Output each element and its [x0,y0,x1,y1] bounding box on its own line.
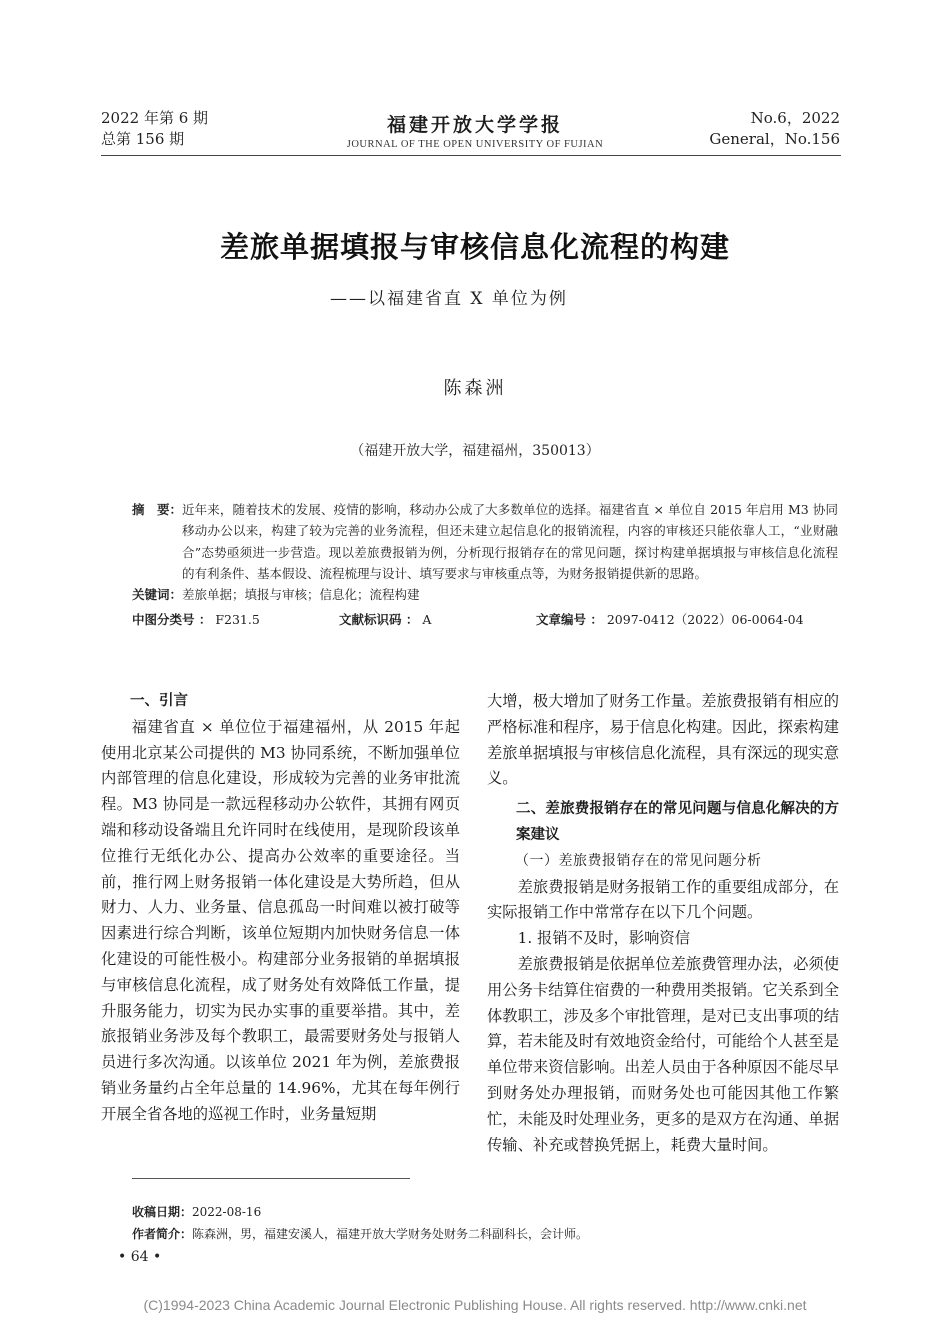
keywords-text: 差旅单据；填报与审核；信息化；流程构建 [182,587,420,603]
page-number: • 64 • [118,1249,162,1265]
problem-item-1-paragraph: 差旅费报销是依据单位差旅费管理办法，必须使用公务卡结算住宿费的一种费用类报销。它关系到全体教职工，涉及多个审批管理，是对已支出事项的结算，若未能及时有效地资金给付，可能给个人甚至是单位带来资信影响。出差人员由于各种原因不能尽早到财务处办理报销，而财务处也可能因其他工作繁忙，未能及时处理业务，更多的是双方在沟通、单据传输、补充或替换凭据上，耗费大量时间。 [487,954,839,1154]
header-divider [101,155,841,156]
keywords-label: 关键词： [132,587,183,603]
author-bio-line [132,1223,588,1245]
clc-value: F231.5 [215,612,260,628]
body-right-column [487,689,839,1158]
doc-code-value: A [422,612,432,628]
footnote-section [132,1201,588,1245]
intro-paragraph: 福建省直 × 单位位于福建福州，从 2015 年起使用北京某公司提供的 M3 协同系统，不断加强单位内部管理的信息化建设，形成较为完善的业务审批流程。M3 协同是一款远程移动办公软件，其拥有网页端和移动设备端且允许同时在线使用，是现阶段该单位推行无纸化办公、提高办公效率的重要途径。当前，推行网上财务报销一体化建设是大势所趋，但从财力、人力、业务量、信息孤岛一时间难以被打破等因素进行综合判断，该单位短期内加快财务信息一体化建设的可能性极小。构建部分业务报销的单据填报与审核信息化流程，成了财务处有效降低工作量，提升服务能力，切实为民办实事的重要举措。其中，差旅报销业务涉及每个教职工，最需要财务处与报销人员进行多次沟通。以该单位 2021 年为例，差旅费报销业务量约占全年总量的 14.96%，尤其在每年例行开展全省各地的巡视工作时，业务量短期 [101,717,460,1123]
abstract-text: 近年来，随着技术的发展、疫情的影响，移动办公成了大多数单位的选择。福建省直 × 单位自 2015 年启用 M3 协同移动办公以来，构建了较为完善的业务流程，但还未建立起信息化的报销流程，内容的审核还只能依靠人工，“业财融合”态势亟须进一步营造。现以差旅费报销为例，分析现行报销存在的常见问题，探讨构建单据填报与审核信息化流程的有利条件、基本假设、流程梳理与设计、填写要求与审核重点等，为财务报销提供新的思路。 [182,502,838,581]
section-heading-problems: 二、差旅费报销存在的常见问题与信息化解决的方案建议 [516,801,839,843]
classification-line [132,609,838,630]
abstract-section [132,499,838,631]
header-issue-en [709,108,840,150]
journal-title-cn: 福建开放大学学报 [386,114,563,136]
article-no-label: 文章编号 ： [536,612,603,628]
intro-paragraph-continued: 大增，极大增加了财务工作量。差旅费报销有相应的严格标准和程序，易于信息化构建。因此，探索构建差旅单据填报与审核信息化流程，具有深远的现实意义。 [487,692,839,788]
author-bio-value: 陈森洲，男，福建安溪人，福建开放大学财务处财务二科副科长，会计师。 [192,1227,589,1241]
doc-code-label: 文献标识码 ： [339,612,419,628]
section-heading-intro: 一、引言 [130,693,188,709]
article-no-value: 2097-0412（2022）06-0064-04 [606,612,804,628]
problems-intro-paragraph: 差旅费报销是财务报销工作的重要组成部分，在实际报销工作中常常存在以下几个问题。 [487,877,839,922]
article-no-cell [536,609,804,630]
clc-cell [132,609,339,630]
article-subtitle: ——以福建省直 X 单位为例 [330,289,568,309]
clc-label: 中图分类号 ： [132,612,212,628]
total-issue-line: 总第 156 期 [101,130,185,148]
received-date-line [132,1201,588,1223]
received-value: 2022-08-16 [192,1205,262,1219]
problem-item-1: 1. 报销不及时，影响资信 [517,929,691,948]
author-bio-label: 作者简介： [132,1227,193,1241]
issue-number-en: No.6，2022 [750,109,840,127]
received-label: 收稿日期： [132,1205,193,1219]
footnote-divider [132,1178,410,1179]
abstract-block [132,499,838,584]
body-left-column [101,689,460,1128]
doc-code-cell [339,609,536,630]
journal-title-en: JOURNAL OF THE OPEN UNIVERSITY OF FUJIAN [346,139,604,150]
subsection-heading-problems: （一）差旅费报销存在的常见问题分析 [515,852,762,869]
keywords-line [132,584,838,605]
article-title: 差旅单据填报与审核信息化流程的构建 [219,230,730,264]
issue-line: 2022 年第 6 期 [101,109,209,127]
general-number-en: General，No.156 [709,130,840,148]
author-affiliation: （福建开放大学，福建福州，350013） [350,443,600,459]
copyright-line: (C)1994-2023 China Academic Journal Electronic Publishing House. All rights reserved. http://www.cnki.net [143,1297,807,1313]
article-author: 陈森洲 [443,378,507,399]
abstract-label: 摘 要： [132,502,183,517]
